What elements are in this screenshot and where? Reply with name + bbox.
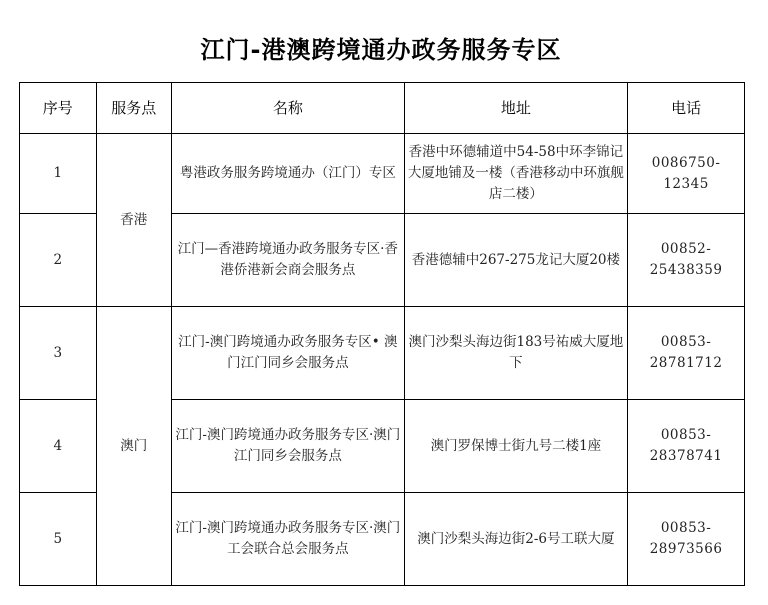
phone-line-2: 25438359 xyxy=(649,262,723,278)
cell-index: 1 xyxy=(20,134,97,214)
cell-index: 4 xyxy=(20,400,97,493)
header-service-point: 服务点 xyxy=(96,83,172,134)
phone-line-1: 00853- xyxy=(660,334,712,350)
service-points-table xyxy=(19,82,745,586)
page-title: 江门-港澳跨境通办政务服务专区 xyxy=(200,36,562,64)
cell-phone xyxy=(628,493,745,586)
cell-name: 江门-澳门跨境通办政务服务专区• 澳门江门同乡会服务点 xyxy=(172,307,405,400)
phone-line-2: 28781712 xyxy=(649,355,723,371)
cell-service-point-macau: 澳门 xyxy=(96,307,172,586)
header-phone: 电话 xyxy=(628,83,745,134)
phone-line-2: 28973566 xyxy=(649,541,723,557)
table-header-row xyxy=(20,83,745,134)
cell-index: 5 xyxy=(20,493,97,586)
table-row xyxy=(20,134,745,214)
phone-line-1: 00853- xyxy=(660,427,712,443)
cell-name: 江门-澳门跨境通办政务服务专区·澳门江门同乡会服务点 xyxy=(172,400,405,493)
cell-address: 澳门沙梨头海边街2-6号工联大厦 xyxy=(404,493,628,586)
cell-name: 江门—香港跨境通办政务服务专区·香港侨港新会商会服务点 xyxy=(172,214,405,307)
phone-line-1: 00853- xyxy=(660,520,712,536)
cell-name: 江门-澳门跨境通办政务服务专区·澳门工会联合总会服务点 xyxy=(172,493,405,586)
cell-phone xyxy=(628,400,745,493)
cell-address: 香港中环德辅道中54-58中环李锦记大厦地铺及一楼（香港移动中环旗舰店二楼） xyxy=(404,134,628,214)
cell-address: 香港德辅中267-275龙记大厦20楼 xyxy=(404,214,628,307)
header-name: 名称 xyxy=(172,83,405,134)
phone-line-2: 12345 xyxy=(663,175,709,192)
cell-name: 粤港政务服务跨境通办（江门）专区 xyxy=(172,134,405,214)
header-address: 地址 xyxy=(404,83,628,134)
cell-service-point-hongkong: 香港 xyxy=(96,134,172,307)
cell-address: 澳门罗保博士街九号二楼1座 xyxy=(404,400,628,493)
phone-line-2: 28378741 xyxy=(649,448,723,464)
phone-line-1: 0086750- xyxy=(651,154,721,171)
cell-address: 澳门沙梨头海边街183号祐威大厦地下 xyxy=(404,307,628,400)
cell-index: 3 xyxy=(20,307,97,400)
cell-phone xyxy=(628,307,745,400)
cell-index: 2 xyxy=(20,214,97,307)
cell-phone xyxy=(628,134,745,214)
table-row xyxy=(20,307,745,400)
cell-phone xyxy=(628,214,745,307)
phone-line-1: 00852- xyxy=(660,241,712,257)
header-index: 序号 xyxy=(20,83,97,134)
